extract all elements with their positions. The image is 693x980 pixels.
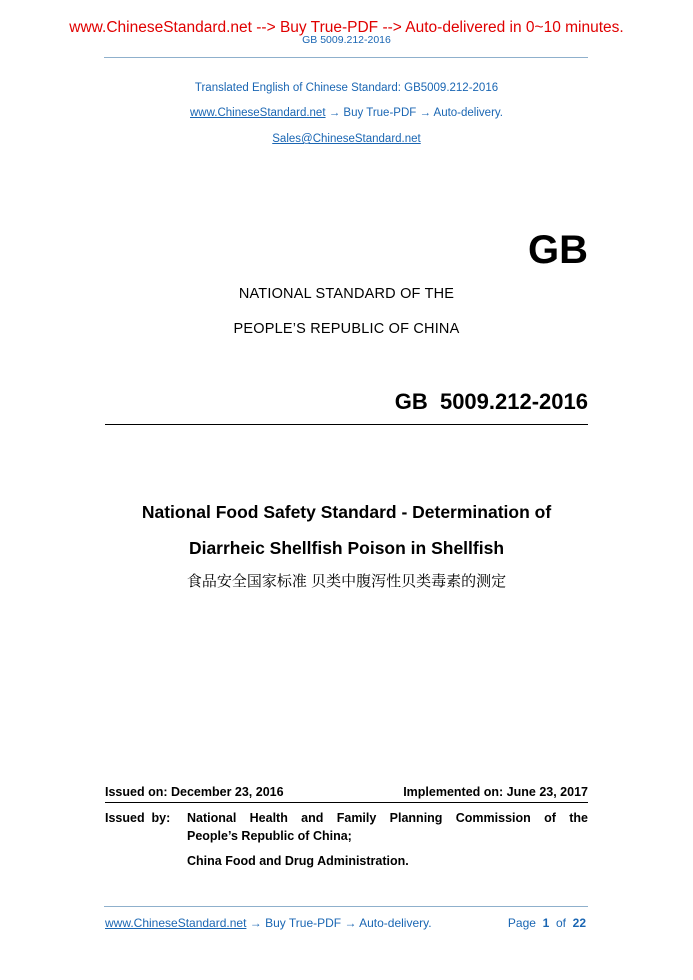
page-indicator [508,915,586,931]
footer-divider [104,906,588,907]
page-of: of [555,916,566,930]
standard-number: GB 5009.212-2016 [394,389,588,414]
issued-on: Issued on: December 23, 2016 [105,785,284,799]
title-chinese: 食品安全国家标准 贝类中腹泻性贝类毒素的测定 [186,573,507,590]
footer-site-link[interactable]: www.ChineseStandard.net [105,916,247,930]
header-divider [104,57,588,58]
sales-email-line [0,132,693,146]
issue-dates-row [105,784,588,800]
gb-mark: GB [528,228,588,272]
page-current: 1 [542,916,550,930]
header-standard-code: GB 5009.212-2016 [302,34,391,46]
title-line1: National Food Safety Standard - Determination of [141,502,552,522]
issued-by-line2: People’s Republic of China; [187,829,352,843]
page-label: Page [507,916,536,930]
purchase-text: → Buy True-PDF → Auto-delivery. [325,107,503,119]
national-standard-line1: NATIONAL STANDARD OF THE [238,286,455,302]
sales-email-link[interactable]: Sales@ChineseStandard.net [272,133,421,145]
translation-note: Translated English of Chinese Standard: GB5009.212-2016 [194,82,499,94]
issued-by-line3: China Food and Drug Administration. [187,854,409,868]
issue-divider [105,802,588,803]
purchase-line [0,106,693,120]
national-standard-line2: PEOPLE’S REPUBLIC OF CHINA [233,321,460,337]
title-line2: Diarrheic Shellfish Poison in Shellfish [188,538,505,558]
site-link[interactable]: www.ChineseStandard.net [190,107,326,119]
footer-purchase-text: → Buy True-PDF → Auto-delivery. [246,916,432,930]
issued-by-line1: National Health and Family Planning Commission of the [187,811,588,825]
issued-by-label: Issued by: [105,811,171,825]
standard-number-divider [105,424,588,425]
top-banner[interactable]: www.ChineseStandard.net --> Buy True-PDF --> Auto-delivered in 0~10 minutes. [69,19,624,36]
implemented-on: Implemented on: June 23, 2017 [403,785,588,799]
footer-purchase-line [105,915,432,931]
page-total: 22 [572,916,586,930]
